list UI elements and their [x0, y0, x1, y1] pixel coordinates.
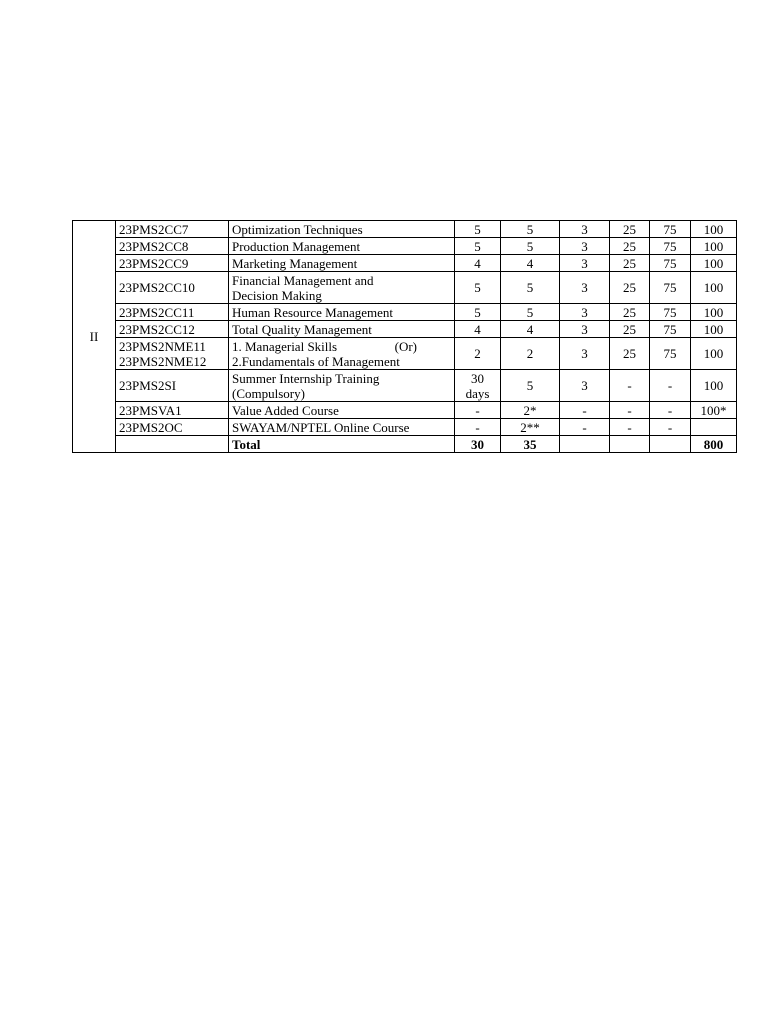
- value-cell: 25: [610, 255, 650, 272]
- value-cell: 3: [560, 370, 610, 402]
- value-cell: 25: [610, 304, 650, 321]
- value-cell: 75: [650, 255, 691, 272]
- course-title-line: Financial Management and: [232, 272, 374, 288]
- course-code: 23PMS2CC11: [116, 304, 229, 321]
- course-title-line: 2.Fundamentals of Management: [232, 353, 400, 369]
- course-title: SWAYAM/NPTEL Online Course: [229, 419, 455, 436]
- value-cell: 3: [560, 338, 610, 370]
- total-value: 30: [455, 436, 501, 453]
- value-cell: -: [610, 402, 650, 419]
- value-cell: 3: [560, 272, 610, 304]
- value-cell: [455, 370, 501, 402]
- course-title: [229, 338, 455, 370]
- course-code: 23PMS2CC10: [116, 272, 229, 304]
- course-table: [72, 220, 737, 453]
- value-cell: 5: [501, 370, 560, 402]
- course-title: [229, 370, 455, 402]
- or-label: (Or): [394, 338, 417, 354]
- value-cell: 75: [650, 321, 691, 338]
- value-cell: -: [455, 419, 501, 436]
- value-cell: 3: [560, 304, 610, 321]
- value-cell: 5: [501, 272, 560, 304]
- value-cell: 3: [560, 255, 610, 272]
- course-title: Marketing Management: [229, 255, 455, 272]
- semester-cell: II: [73, 221, 116, 453]
- table-row: [73, 338, 737, 370]
- value-cell: -: [650, 419, 691, 436]
- course-title: Total Quality Management: [229, 321, 455, 338]
- value-cell: -: [650, 370, 691, 402]
- value-cell: [610, 436, 650, 453]
- value-cell: 5: [501, 238, 560, 255]
- value-cell: 25: [610, 338, 650, 370]
- course-title: Production Management: [229, 238, 455, 255]
- value-cell: 100: [691, 255, 737, 272]
- course-code: 23PMSVA1: [116, 402, 229, 419]
- value-cell: 4: [501, 255, 560, 272]
- table-row: [73, 419, 737, 436]
- total-value: 800: [691, 436, 737, 453]
- table-row: [73, 370, 737, 402]
- value-cell: 2: [455, 338, 501, 370]
- value-cell: 3: [560, 321, 610, 338]
- value-cell: 3: [560, 238, 610, 255]
- course-title: [229, 272, 455, 304]
- value-cell: -: [650, 402, 691, 419]
- value-cell: 100: [691, 238, 737, 255]
- value-cell: 5: [455, 238, 501, 255]
- table-row: [73, 255, 737, 272]
- course-code: 23PMS2CC8: [116, 238, 229, 255]
- table-row: [73, 304, 737, 321]
- table-row: [73, 238, 737, 255]
- course-code: 23PMS2CC9: [116, 255, 229, 272]
- value-cell: 4: [455, 321, 501, 338]
- value-cell: 75: [650, 304, 691, 321]
- option-one-label: 1. Managerial Skills: [232, 338, 338, 354]
- value-cell: 75: [650, 238, 691, 255]
- value-cell: -: [610, 370, 650, 402]
- value-cell: 100: [691, 338, 737, 370]
- value-cell: 75: [650, 221, 691, 238]
- table-row: [73, 272, 737, 304]
- value-cell: -: [455, 402, 501, 419]
- value-cell: 5: [501, 304, 560, 321]
- value-cell: [560, 436, 610, 453]
- value-cell: 5: [455, 221, 501, 238]
- value-cell: 100*: [691, 402, 737, 419]
- course-title: Optimization Techniques: [229, 221, 455, 238]
- total-label: Total: [229, 436, 455, 453]
- value-cell: -: [610, 419, 650, 436]
- value-cell: 3: [560, 221, 610, 238]
- value-cell: 25: [610, 221, 650, 238]
- course-title: Value Added Course: [229, 402, 455, 419]
- value-cell: -: [560, 419, 610, 436]
- course-code-line: 23PMS2NME11: [119, 338, 206, 354]
- table-row: [73, 221, 737, 238]
- value-cell: 100: [691, 304, 737, 321]
- course-title-line: Summer Internship Training: [232, 370, 380, 386]
- value-cell: 5: [501, 221, 560, 238]
- course-title-line: (Compulsory): [232, 385, 305, 401]
- value-cell: 5: [455, 272, 501, 304]
- value-cell: [691, 419, 737, 436]
- value-cell: 25: [610, 321, 650, 338]
- total-value: 35: [501, 436, 560, 453]
- value-cell: 2: [501, 338, 560, 370]
- course-code: 23PMS2OC: [116, 419, 229, 436]
- value-cell: 25: [610, 272, 650, 304]
- table-row: [73, 402, 737, 419]
- table-row: [73, 321, 737, 338]
- total-row: [73, 436, 737, 453]
- value-line: 30: [471, 370, 484, 386]
- value-cell: 100: [691, 321, 737, 338]
- course-title: Human Resource Management: [229, 304, 455, 321]
- value-line: days: [465, 385, 490, 401]
- value-cell: 5: [455, 304, 501, 321]
- course-code: 23PMS2SI: [116, 370, 229, 402]
- course-code: 23PMS2CC12: [116, 321, 229, 338]
- course-code: 23PMS2CC7: [116, 221, 229, 238]
- course-code: [116, 338, 229, 370]
- value-cell: 2**: [501, 419, 560, 436]
- value-cell: 75: [650, 272, 691, 304]
- value-cell: 100: [691, 272, 737, 304]
- course-code: [116, 436, 229, 453]
- value-cell: [650, 436, 691, 453]
- value-cell: 2*: [501, 402, 560, 419]
- value-cell: 4: [455, 255, 501, 272]
- course-title-line: [232, 339, 451, 354]
- course-code-line: 23PMS2NME12: [119, 353, 207, 369]
- value-cell: 25: [610, 238, 650, 255]
- course-title-line: Decision Making: [232, 287, 322, 303]
- value-cell: 100: [691, 221, 737, 238]
- value-cell: 4: [501, 321, 560, 338]
- value-cell: 75: [650, 338, 691, 370]
- value-cell: 100: [691, 370, 737, 402]
- value-cell: -: [560, 402, 610, 419]
